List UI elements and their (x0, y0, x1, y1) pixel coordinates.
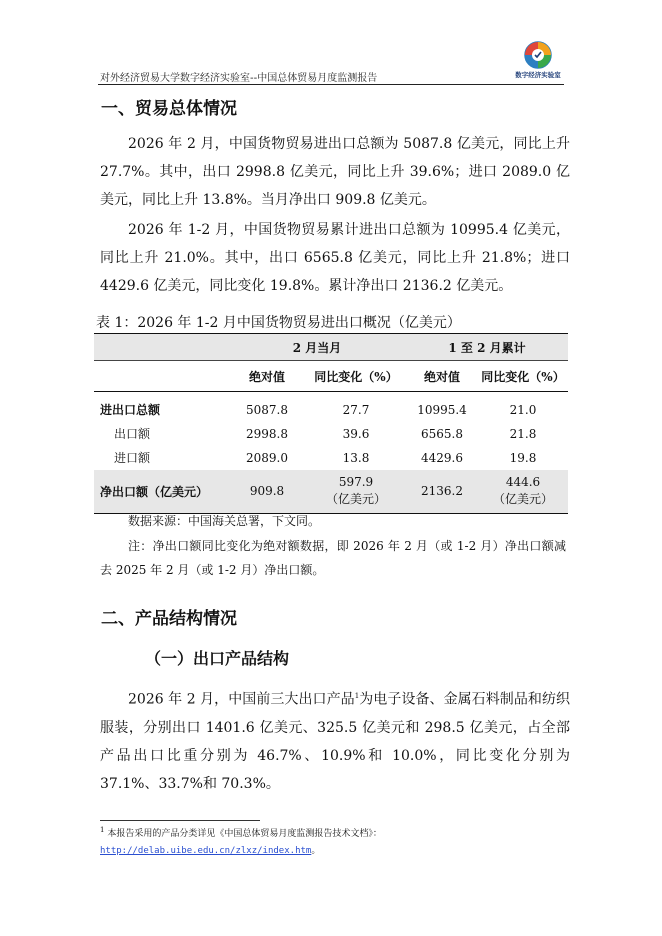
logo-caption: 数字经济实验室 (515, 71, 561, 79)
section-heading-overall: 一、贸易总体情况 (101, 99, 237, 119)
cell-value: 39.6 (342, 426, 370, 441)
trade-summary-table (94, 333, 568, 514)
footnote-url-suffix: 。 (311, 846, 321, 856)
cell-value: 13.8 (342, 450, 370, 465)
paragraph-text-start: 2026 年 2 月，中国前三大出口产品 (128, 691, 355, 708)
section-heading-product-structure: 二、产品结构情况 (101, 609, 237, 629)
cell-value: 6565.8 (421, 426, 463, 441)
cell-value: 444.6 (505, 475, 541, 490)
subsection-heading-export-products: （一）出口产品结构 (145, 649, 290, 668)
table-group-header-row (94, 334, 568, 361)
row-label-import: 进口额 (114, 451, 151, 465)
subheader-abs-2: 绝对值 (406, 361, 478, 392)
table-row (94, 446, 568, 470)
header-jan-feb-cumulative: 1 至 2 月累计 (406, 334, 568, 361)
header-divider (98, 84, 564, 85)
table-corner-cell (94, 334, 228, 361)
subheader-yoy-1: 同比变化（%） (306, 361, 406, 392)
cell-unit: （亿美元） (325, 492, 386, 507)
cell-value-stacked (306, 470, 406, 514)
table-footnote: 注：净出口额同比变化为绝对额数据，即 2026 年 2 月（或 1-2 月）净出口额减去 2025 年 2 月（或 1-2 月）净出口额。 (100, 539, 566, 577)
row-label-export: 出口额 (114, 427, 151, 441)
cell-unit: （亿美元） (492, 492, 553, 507)
footnote-divider (100, 820, 260, 821)
footnote-url-link[interactable]: http://delab.uibe.edu.cn/zlxz/index.htm (100, 846, 312, 856)
cell-value: 21.8 (509, 426, 537, 441)
paragraph-monthly-summary: 2026 年 2 月，中国货物贸易进出口总额为 5087.8 亿美元，同比上升 27.7%。其中，出口 2998.8 亿美元，同比上升 39.6%；进口 2089.0 亿美元，同比上升 13.8%。当月净出口 909.8 亿美元。 (100, 136, 570, 208)
cell-value: 2089.0 (246, 450, 288, 465)
lab-logo (506, 40, 570, 84)
cell-value: 909.8 (228, 470, 306, 514)
cell-value: 21.0 (509, 402, 537, 417)
subheader-yoy-2: 同比变化（%） (478, 361, 568, 392)
table-source-note: 数据来源：中国海关总署，下文同。 (128, 514, 321, 528)
footnote-link-line (100, 843, 320, 856)
table-row-net-export (94, 470, 568, 514)
cell-value: 2136.2 (406, 470, 478, 514)
cell-value: 19.8 (509, 450, 537, 465)
footnote-text (100, 826, 382, 839)
table-sub-header-row (94, 361, 568, 392)
cell-value: 597.9 (338, 475, 374, 490)
paragraph-export-products (100, 682, 570, 798)
row-label-net-export: 净出口额（亿美元） (94, 470, 228, 514)
table-sub-corner-cell (94, 361, 228, 392)
subheader-abs-1: 绝对值 (228, 361, 306, 392)
cell-value: 2998.8 (246, 426, 288, 441)
cell-value: 4429.6 (421, 450, 463, 465)
footnote-mark: 1 (100, 826, 105, 834)
table-row (94, 422, 568, 446)
report-header-title: 对外经济贸易大学数字经济实验室--中国总体贸易月度监测报告 (100, 73, 378, 84)
cell-value: 5087.8 (246, 402, 288, 417)
paragraph-text-end: 为电子设备、金属石料制品和纺织服装，分别出口 1401.6 亿美元、325.5 亿美元和 298.5 亿美元，占全部产品出口比重分别为 46.7%、10.9%和 10.0%，同比变化分别为 37.1%、33.7%和 70.3%。 (100, 691, 571, 792)
header-feb-month: 2 月当月 (228, 334, 406, 361)
row-label-total: 进出口总额 (100, 403, 161, 418)
lab-logo-icon (506, 40, 570, 70)
footnote-description: 本报告采用的产品分类详见《中国总体贸易月度监测报告技术文档》： (107, 829, 382, 839)
paragraph-cumulative-summary: 2026 年 1-2 月，中国货物贸易累计进出口总额为 10995.4 亿美元，同比上升 21.0%。其中，出口 6565.8 亿美元，同比上升 21.8%；进口 4429.6 亿美元，同比变化 19.8%。累计净出口 2136.2 亿美元。 (100, 222, 570, 294)
cell-value: 27.7 (342, 402, 370, 417)
cell-value: 10995.4 (417, 402, 467, 417)
cell-value-stacked (478, 470, 568, 514)
footnote-reference[interactable]: 1 (354, 692, 360, 700)
table-row (94, 392, 568, 422)
table-caption: 表 1：2026 年 1-2 月中国货物贸易进出口概况（亿美元） (96, 315, 461, 331)
